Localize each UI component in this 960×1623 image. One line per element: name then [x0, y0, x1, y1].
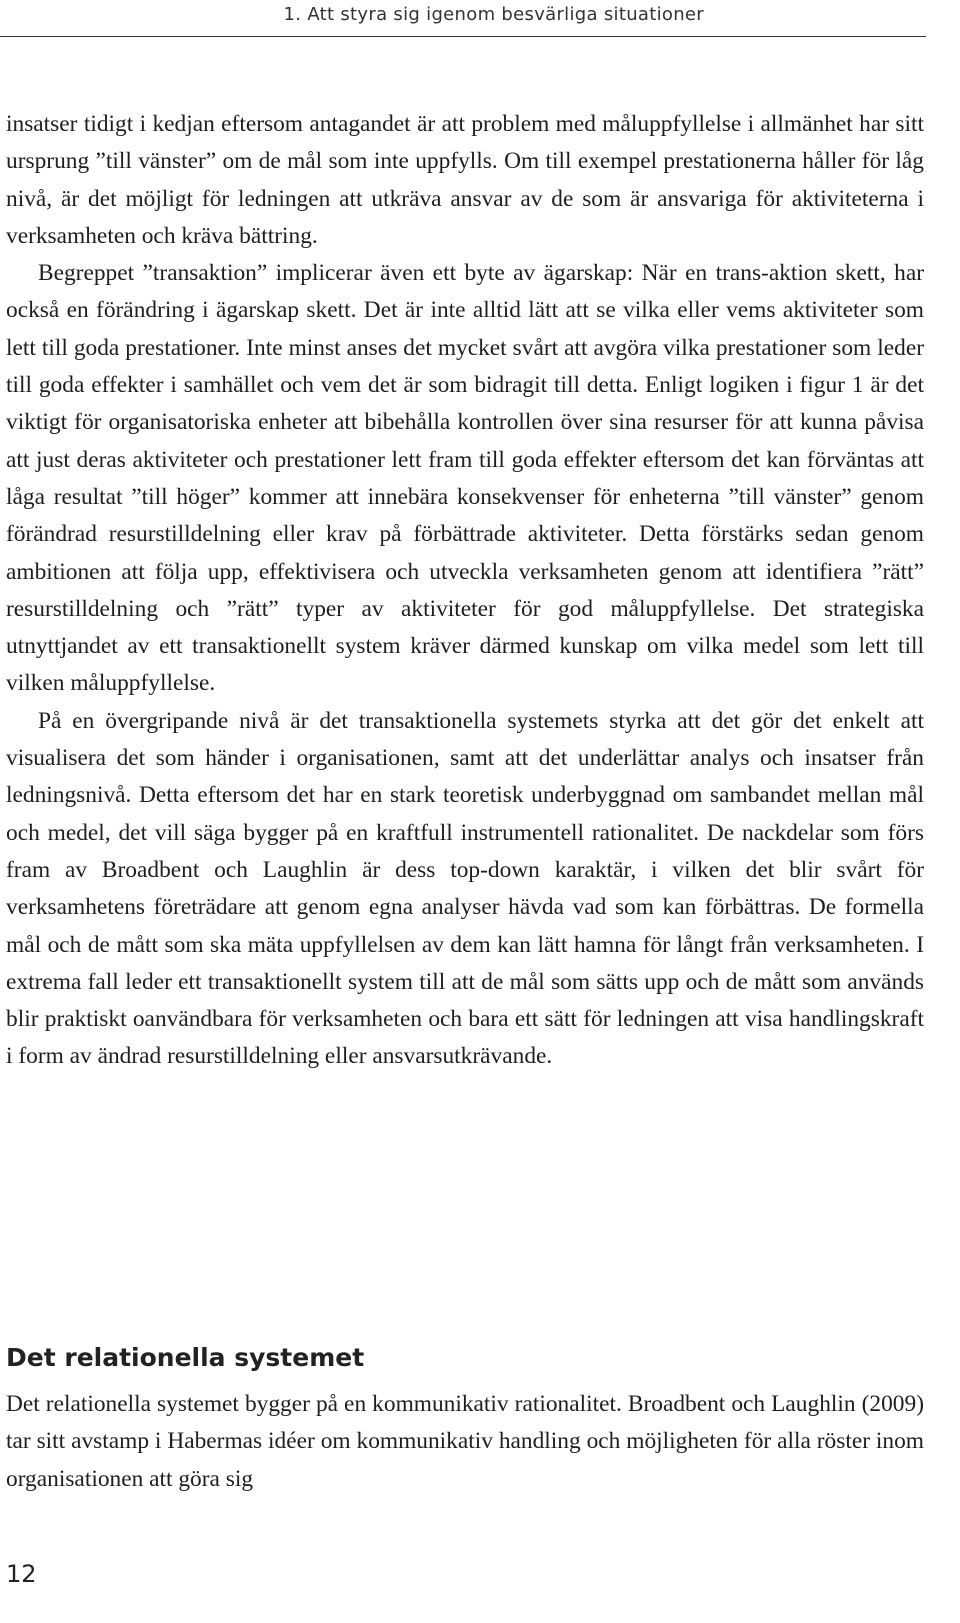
running-header-title: 1. Att styra sig igenom besvärliga situationer — [283, 4, 704, 25]
section-paragraph: Det relationella systemet bygger på en kommunikativ rationalitet. Broadbent och Laughlin (2009) tar sitt avstamp i Habermas idéer om kommunikativ handling och möjligheten för alla röster inom organisationen att göra sig — [6, 1391, 924, 1492]
running-header — [0, 0, 926, 37]
body-paragraph: Begreppet ”transaktion” implicerar även ett byte av ägarskap: När en trans-aktion skett, har också en förändring i ägarskap skett. Det är inte alltid lätt att se vilka eller vems aktiviteter som lett till goda prestationer. Inte minst anses det mycket svårt att avgöra vilka prestationer som leder till goda effekter i samhället och vem det är som bidragit till detta. Enligt logiken i figur 1 är det viktigt för organisatoriska enheter att bibehålla kontrollen över sina resurser för att kunna påvisa att just deras aktiviteter och prestationer lett fram till goda effekter eftersom det kan förväntas att låga resultat ”till höger” kommer att innebära konsekvenser för enheterna ”till vänster” genom förändrad resurstilldelning eller krav på förbättrade aktiviteter. Detta förstärks sedan genom ambitionen att följa upp, effektivisera och utveckla verksamheten genom att identifiera ”rätt” resurstilldelning och ”rätt” typer av aktiviteter för god måluppfyllelse. Det strategiska utnyttjandet av ett transaktionellt system kräver därmed kunskap om vilka medel som lett till vilken måluppfyllelse. — [6, 260, 924, 697]
body-paragraph: På en övergripande nivå är det transaktionella systemets styrka att det gör det enkelt att visualisera det som händer i organisationen, samt att det underlättar analys och insatser från ledningsnivå. Detta eftersom det har en stark teoretisk underbyggnad om sambandet mellan mål och medel, det vill säga bygger på en kraftfull instrumentell rationalitet. De nackdelar som förs fram av Broadbent och Laughlin är dess top-down karaktär, i vilken det blir svårt för verksamhetens företrädare att genom egna analyser hävda vad som kan förbättras. De formella mål och de mått som ska mäta uppfyllelsen av dem kan lätt hamna för långt från verksamheten. I extrema fall leder ett transaktionellt system till att de mål som sätts upp och de mått som används blir praktiskt oanvändbara för verksamheten och bara ett sätt för ledningen att visa handlingskraft i form av ändrad resurstilldelning eller ansvarsutkrävande. — [6, 707, 924, 1070]
body-text — [6, 106, 924, 1076]
page-number: 12 — [6, 1560, 37, 1588]
body-paragraph: insatser tidigt i kedjan eftersom antagandet är att problem med måluppfyllelse i allmänhet har sitt ursprung ”till vänster” om de mål som inte uppfylls. Om till exempel prestationerna håller för låg nivå, är det möjligt för ledningen att utkräva ansvar av de som är ansvariga för aktiviteterna i verksamheten och kräva bättring. — [6, 111, 924, 249]
section-heading: Det relationella systemet — [6, 1343, 365, 1372]
